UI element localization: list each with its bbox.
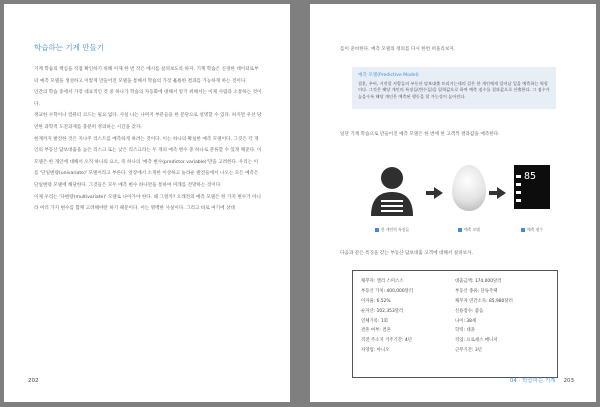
- right-top-text: 를이 준비한다. 예측 모델의 정의를 다시 한번 떠올리보자.: [340, 47, 456, 52]
- chapter-title: 학습하는 기계 만들기: [34, 43, 104, 52]
- page-number-left: 202: [28, 378, 39, 384]
- customer-info-box: [352, 270, 558, 378]
- info-cell: 연체기록: 1회: [361, 318, 388, 324]
- score-bar: [516, 175, 521, 178]
- info-row: [361, 346, 549, 356]
- arrow-right-icon: [497, 187, 506, 199]
- info-cell: 결혼 여부: 결혼: [361, 328, 391, 334]
- page-number-right: 203: [563, 378, 574, 384]
- info-cell: 직전 주소지 거주기간: 4년: [361, 338, 412, 344]
- info-row: [361, 277, 549, 287]
- info-row: [361, 326, 549, 336]
- info-cell: 신용점수: 좋음: [455, 308, 484, 314]
- info-cell: 이자율: 6.52%: [361, 298, 391, 304]
- info-cell: 직업: 프로세스 매니저: [455, 338, 498, 344]
- score-bar: [516, 199, 521, 202]
- score-digits: 85: [524, 171, 537, 182]
- person-icon: [367, 164, 417, 216]
- info-row: [361, 297, 549, 307]
- info-cell: 근무기간: 3년: [455, 348, 482, 354]
- info-cell: 채무자 연간소득: 85,980달러: [455, 298, 513, 304]
- diagram-label: 예측 모델: [444, 227, 494, 233]
- info-cell: 순자산: 102,353달러: [361, 308, 404, 314]
- diagram-label: 예측 점수: [507, 227, 557, 233]
- info-row: [361, 317, 549, 327]
- paragraph: 정교한 수학이나 컴퓨터 코드는 필요 없다. 사실 나는 나머지 부분들을 한 문단으로 설명할 수 있다. 하지만 우선 당연한 과학적 도전과제를 충분히 정의하는 시간을 갖자.: [34, 113, 262, 130]
- info-cell: 채무자: 앨리 스미스스: [361, 279, 404, 284]
- diagram-label: 한 개인의 특징들: [367, 227, 417, 233]
- book-gutter: [290, 4, 310, 402]
- egg-model-icon: [452, 165, 486, 211]
- info-row: [361, 307, 549, 317]
- right-page: [310, 4, 596, 402]
- score-bar: [516, 191, 521, 194]
- right-footer: [510, 376, 574, 384]
- left-page: [4, 4, 290, 402]
- info-cell: 부동산 종류: 단독주택: [455, 288, 498, 294]
- footer-chapter: 04 · 학습하는 기계: [509, 378, 556, 384]
- info-row: [361, 336, 549, 346]
- score-display: [514, 165, 550, 209]
- info-cell: 대출금액: 174,000달러: [455, 279, 502, 284]
- info-row: [361, 287, 549, 297]
- prediction-diagram: [352, 159, 572, 239]
- paragraph: 이제 우리는 '다변량(multivariate)' 모델로 나아가야 한다. 왜 그럴까? 오래전의 예측 모델은 한 가지 변수가 아니라 여러 가지 변수를 함께 고려해야만 하기 때문이다. 이는 명백한 사실이다. 그리고 바로 여기에 상대: [34, 194, 261, 212]
- info-cell: 자영업: 아니오: [361, 348, 390, 354]
- right-mid-text: 일단 기계 학습으로 만들어진 예측 모델은 한 번에 한 고객씩 결과값을 예측한다.: [340, 132, 500, 137]
- definition-callout: [352, 67, 556, 109]
- callout-title: 예측 모델(Predictive Model): [358, 73, 419, 78]
- info-cell: 나이: 38세: [455, 318, 477, 324]
- info-cell: 학력: 대졸: [455, 328, 475, 334]
- right-bottom-text: 다음과 같은 특징을 갖는 부동산 담보대출 고객에 대해서 살펴보자.: [340, 251, 473, 256]
- info-cell: 부동산 가치: 400,000달러: [361, 288, 414, 294]
- callout-text: 결혼, 주어, 거진할 사람들의 부동산 담보대출 트리거는데의 같은 한 개인에게 일어날 일을 예측하는 역할이다. 그것은 해당 개인의 특징들(변수들)을 입력값으로 하여 예측 점수를 결과값으로 산출한다. 그 점수가 높을수록 해당 개인은 예측된 행동을 할 가능성이 높아진다.: [358, 81, 550, 99]
- paragraph: 기계 학습의 핵심을 직접 확인하기 위해 이제 한 번 작은 예시를 살펴보도록 하자. 기계 학습은 신경한 데이터로부터 예측 모델을 생성하고 이렇게 만들어진 모델을 통해서 학습의 가장 훌륭한 결과를 가능하게 하는 것이다.: [34, 67, 259, 84]
- score-bar: [516, 183, 521, 186]
- paragraph: 현재까지 발견한 것은 지나주 리스트를 예측하게 하려는 것이다. 이는 하나의 확실한 예측 모델이다. 그것은 각 개인의 부동산 담보대출을 높은 리스크 또는 낮은 리스크라는 두 개의 예측 변수 중 하나로 분류할 수 있게 해준다. 이 모델은 한 개인에 대해서 오직 하나의 요소, 즉 하나의 '예측 변수(predictor variable)'만을 고려한다. 우리는 이를 '단일변량(univariate)' 모델이라고 부른다. 앞장에서 소개한 이상하고 놀라운 발견들에서 나오는 모든 예측은 단일변량 모델에 해당한다. 그것들은 모두 예측 변수 하나만을 통하여 미래를 전망하는 것이다.: [34, 136, 262, 188]
- left-body-text: [34, 64, 262, 215]
- paragraph: 인간의 학습 중에서 가장 대표적인 것 중 하나가 학습의 자동화에 대해서 알기 위해서는 이제 사람과 소통하는 것이다.: [34, 90, 262, 107]
- arrow-right-icon: [434, 187, 443, 199]
